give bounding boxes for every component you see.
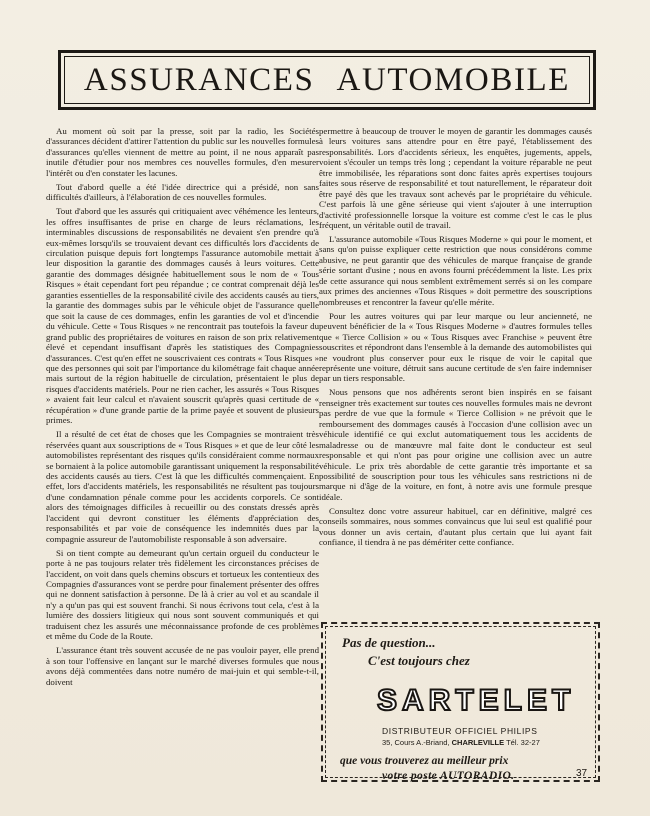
advertisement-box <box>321 622 600 782</box>
paragraph: permettre à beaucoup de trouver le moyen de garantir les dommages causés à leurs voitures sans attendre pour en être payé, l'établissement des responsabilités. Lors d'accidents sérieux, les enquêtes, jugements, appels, voient s'écouler un temps très long ; cependant la voiture réparable ne peut être immobilisée, les réparations sont donc faites après expertises toujours faites sous réserve de responsabilité et tout naturellement, le réparateur doit être payé dès que les travaux sont achevés par le propriétaire du véhicule. C'est parfois là une gêne sérieuse qui vient s'ajouter à une interruption d'activité professionnelle lorsque la voiture est comme c'est le cas le plus fréquent, un véritable outil de travail. <box>319 126 592 231</box>
advertisement-inner-frame <box>325 626 596 782</box>
paragraph: Tout d'abord quelle a été l'idée directrice qui a présidé, non sans difficultés d'ailleurs, à l'élaboration de ces nouvelles formules. <box>46 181 319 203</box>
ad-brand-name: SARTELET <box>377 684 576 717</box>
paragraph: Au moment où soit par la presse, soit par la radio, les Sociétés d'assurances décident d'attirer l'attention du public sur les nouvelles formules d'assurances qu'elles viennent de mettre au point, il ne nous apparaît pas inutile d'étudier pour nos membres ces nouvelles formules, d'en mesurer l'intérêt ou d'en constater les lacunes. <box>46 126 319 178</box>
ad-tagline-3: que vous trouverez au meilleur prix <box>340 755 509 767</box>
left-column <box>46 126 319 691</box>
paragraph: Nous pensons que nos adhérents seront bien inspirés en se faisant renseigner très exactement sur toutes ces nouvelles formules mais ne devront pas perdre de vue que la formule « Tierce Collision » ne prévoit que le remboursement des dommages causés à l'occasion d'une collision avec un véhicule identifié ce qui exclut automatiquement tous les accidents de maladresse ou de manœuvre mal faite dont le conducteur est seul responsable et qui n'ont pas pour origine une collision avec un autre véhicule. Le prix très abordable de cette garantie très importante et sa possibilité de souscription pour tous les véhicules sans restrictions ni de marque ni d'âge de la voiture, en font, à notre avis une formule presque idéale. <box>319 387 592 502</box>
ad-address-phone: Tél. 32-27 <box>506 738 540 747</box>
paragraph: Consultez donc votre assureur habituel, car en définitive, malgré ces conseils sommaires, nous sommes convaincus que lui seul est qualifié pour vous donner un avis certain, d'autant plus certain que lui ayant fait confiance, il tiendra à ne pas démériter cette confiance. <box>319 505 592 548</box>
page-number: 37 <box>576 768 588 779</box>
paragraph: Tout d'abord que les assurés qui critiquaient avec véhémence les lenteurs, les offres insuffisantes de prise en charge de leurs réclamations, les interminables discussions de responsabilités ne devaient s'en prendre qu'à eux-mêmes lorsqu'ils se trouvaient devant ces difficultés lors d'accidents de circulation puisque depuis fort longtemps l'assurance automobile mettait à leur disposition la garantie des dommages causés à leurs voitures. Cette garantie des dommages désignée habituellement sous le nom de « Tous Risques » était cependant fort peu répandue ; ce contrat comprenait déjà les garanties essentielles de la responsabilité civile des accidents causés au tiers, la garantie des dommages subis par le véhicule objet de l'assurance quelle que soit la cause de ces dommages, enfin les garanties de vol et d'incendie du véhicule. Cette « Tous Risques » ne rencontrait pas toutefois la faveur du grand public des propriétaires de voitures en raison de son prix relativement élevé et cependant insuffisant d'après les statistiques des Compagnies d'assurances. C'est qu'en effet ne souscrivaient ces contrats « Tous Risques » que des personnes qui soit par l'importance du kilométrage fait chaque année mais surtout de la région habituelle de circulation, présentaient le plus de risques d'accidents matériels. Pour ne rien cacher, les assurés « Tous Risques » avaient fait leur calcul et n'avaient souscrit qu'après quasi certitude de « récupération » d'une grande partie de la prime payée et souvent de plusieurs primes. <box>46 206 319 426</box>
title-frame <box>58 50 596 110</box>
ad-address-city: CHARLEVILLE <box>451 738 505 747</box>
paragraph: Pour les autres voitures qui par leur marque ou leur ancienneté, ne peuvent bénéficier de la « Tous Risques Moderne » d'autres formules telles que « Tierce Collision » ou « Tous Risques avec Franchise » peuvent être souscrites et répondront dans l'ensemble à la demande des automobilistes qui ne voudront plus conserver pour eux le risque de voir le capital que représente une voiture, détruit sans aucune certitude de s'en faire indemniser par un tiers responsable. <box>319 310 592 384</box>
ad-tagline-4: votre poste AUTORADIO. <box>382 770 515 782</box>
ad-distributor: DISTRIBUTEUR OFFICIEL PHILIPS <box>382 726 538 736</box>
paragraph: L'assurance automobile «Tous Risques Moderne » qui pour le moment, et sans qu'on puisse expliquer cette restriction que nous considérons comme abusive, ne peut garantir que des véhicules de marque française de grande série sortant d'usine ; nous en avons fourni précédemment la liste. Les prix de cette assurance qui nous semblent extrêmement serrés si on les compare aux primes des anciennes «Tous Risques » doit permettre des souscriptions nombreuses et rencontrer la faveur qu'elle mérite. <box>319 234 592 307</box>
right-column <box>319 126 592 551</box>
paragraph: Si on tient compte au demeurant qu'un certain orgueil du conducteur le porte à ne pas toujours relater très fidèlement les circonstances précises de l'accident, on voit dans quels chemins obscurs et tortueux les contentieux des Compagnies d'assurances vont se perdre pour finalement présenter des offres qui ne donnent satisfaction à personne. De là à crier au vol et au scandale il n'y a qu'un pas qui est souvent franchi. Si nous écrivons tout cela, c'est à la lumière des dossiers litigieux qui nous sont souvent communiqués et qui traduisent chez les assurés une méconnaissance profonde de ces problèmes et même du Code de la Route. <box>46 547 319 642</box>
paragraph: L'assurance étant très souvent accusée de ne pas vouloir payer, elle prend à son tour l'offensive en lançant sur le marché diverses formules que nous avons déjà commentées dans notre numéro de mai-juin et qui semble-t-il, doivent <box>46 645 319 687</box>
article-title: ASSURANCES AUTOMOBILE <box>83 61 571 98</box>
ad-address <box>382 738 540 747</box>
ad-tagline-1: Pas de question... <box>342 635 436 650</box>
paragraph: Il a résulté de cet état de choses que les Compagnies se montraient très réservées quant aux souscriptions de « Tous Risques » et que de leur côté les automobilistes représentant des risques qu'ils considéraient comme normaux se bornaient à la police automobile garantissant uniquement la responsabilité des accidents causés au tiers. C'est là que les difficultés commençaient. En effet, lors d'accidents matériels, les responsabilités ne résultent pas toujours d'une condamnation pénale comme pour les accidents corporels. Ce sont alors des témoignages difficiles à recueillir ou des constats dressés après l'accident qui devront constituer les éléments d'appréciation des responsabilités et par voie de conséquence les indemnités dues par la compagnie assureur de l'automobiliste responsable à son adversaire. <box>46 429 319 544</box>
ad-tagline-2: C'est toujours chez <box>368 653 470 668</box>
ad-address-street: 35, Cours A.-Briand, <box>382 738 450 747</box>
